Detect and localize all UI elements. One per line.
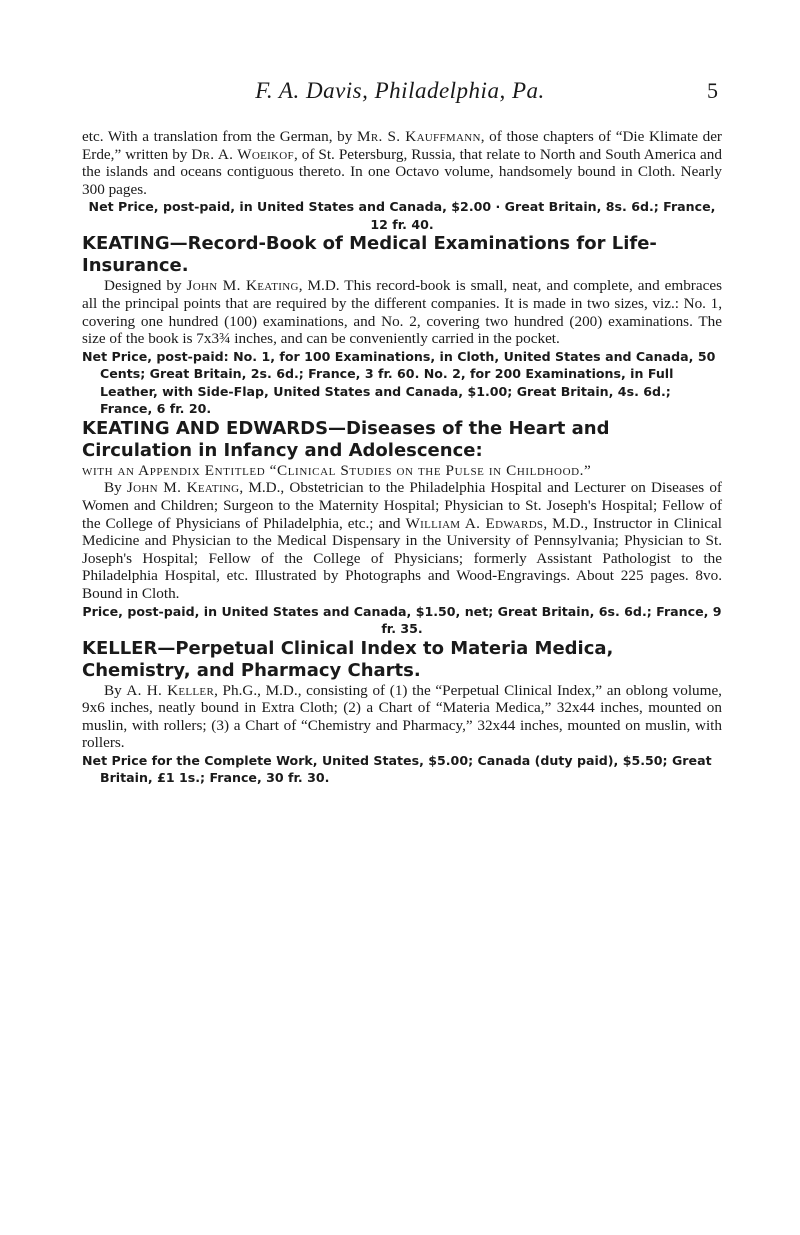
price-line: Net Price, post-paid: No. 1, for 100 Examinations, in Cloth, United States and Canada, 50 Cents; Great Britain, 2s. 6d.; France, 3 fr. 60. No. 2, for 200 Examinations, in Full Leather, with Side-Flap, United States and Canada, $1.00; Great Britain, 4s. 6d.; France, 6 fr. 20. bbox=[82, 348, 716, 417]
page-number: 5 bbox=[707, 78, 718, 103]
price-line: Price, post-paid, in United States and Canada, $1.50, net; Great Britain, 6s. 6d.; France, 9 fr. 35. bbox=[82, 603, 722, 636]
catalog-entry-keating-record-book bbox=[82, 233, 722, 417]
price-line: Net Price, post-paid, in United States and Canada, $2.00 · Great Britain, 8s. 6d.; France, 12 fr. 40. bbox=[88, 199, 716, 232]
entry-subtitle: with an Appendix Entitled “Clinical Studies on the Pulse in Childhood.” bbox=[82, 461, 592, 479]
author-name: Dr. A. Woeikof bbox=[191, 145, 294, 163]
catalog-entry-keller bbox=[82, 638, 722, 787]
author-name: John M. Keating bbox=[126, 479, 240, 497]
translator-name: Mr. S. Kauffmann bbox=[357, 128, 481, 145]
author-name: John M. Keating bbox=[186, 277, 299, 295]
running-head bbox=[0, 78, 800, 108]
author-name: William A. Edwards bbox=[405, 514, 544, 532]
catalog-entry-climate bbox=[82, 128, 722, 233]
entry-description: By John M. Keating, M.D., Obstetrician to the Philadelphia Hospital and Lecturer on Diseases of Women and Children; Surgeon to the Maternity Hospital; Physician to St. Joseph's Hospital; Fellow of the College of Physicians of Philadelphia, etc.; and William A. Edwards, M.D., Instructor in Clinical Medicine and Physician to the Medical Dispensary in the University of Pennsylvania; Physician to St. Joseph's Hospital; Fellow of the College of Physicians; formerly Assistant Pathologist to the Philadelphia Hospital, etc. Illustrated by Photographs and Wood-Engravings. About 225 pages. 8vo. Bound in Cloth. bbox=[82, 479, 722, 602]
entry-heading: KEATING—Record-Book of Medical Examinations for Life-Insurance. bbox=[82, 233, 657, 277]
price-line: Net Price for the Complete Work, United States, $5.00; Canada (duty paid), $5.50; Great Britain, £1 1s.; France, 30 fr. 30. bbox=[82, 752, 712, 786]
entry-description: By A. H. Keller, Ph.G., M.D., consisting of (1) the “Perpetual Clinical Index,” an oblong volume, 9x6 inches, neatly bound in Extra Cloth; (2) a Chart of “Materia Medica,” 32x44 inches, mounted on muslin, with rollers; (3) a Chart of “Chemistry and Pharmacy,” 32x44 inches, mounted on muslin, with rollers. bbox=[82, 681, 722, 752]
entry-description: etc. With a translation from the German, by Mr. S. Kauffmann, of those chapters of “Die Klimate der Erde,” written by Dr. A. Woeikof, of St. Petersburg, Russia, that relate to North and South America and the islands and oceans contiguous thereto. In one Octavo volume, handsomely bound in Cloth. Nearly 300 pages. bbox=[82, 128, 722, 198]
publisher-imprint: F. A. Davis, Philadelphia, Pa. bbox=[255, 78, 545, 103]
catalog-entry-keating-edwards bbox=[82, 418, 722, 638]
catalog-body bbox=[82, 128, 722, 787]
entry-heading: KELLER—Perpetual Clinical Index to Materia Medica, Chemistry, and Pharmacy Charts. bbox=[82, 637, 614, 681]
entry-description: Designed by John M. Keating, M.D. This record-book is small, neat, and complete, and embraces all the principal points that are required by the different companies. It is made in two sizes, viz.: No. 1, covering one hundred (100) examinations, and No. 2, covering two hundred (200) examinations. The size of the book is 7x3¾ inches, and can be conveniently carried in the pocket. bbox=[82, 277, 722, 348]
author-name: A. H. Keller bbox=[126, 681, 215, 699]
entry-heading: KEATING AND EDWARDS—Diseases of the Heart and Circulation in Infancy and Adolescence: bbox=[82, 417, 610, 461]
